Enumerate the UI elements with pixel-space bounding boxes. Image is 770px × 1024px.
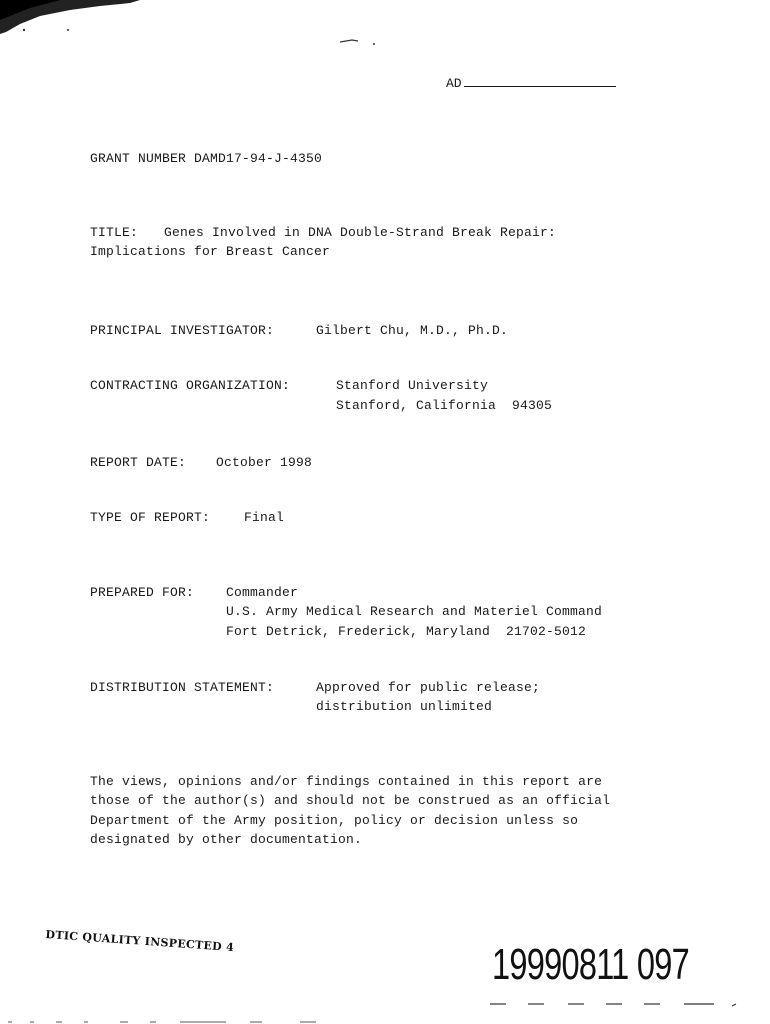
report-date-label: REPORT DATE:: [90, 455, 187, 470]
scan-speck: [340, 36, 390, 48]
pi-value: Gilbert Chu, M.D., Ph.D.: [316, 323, 509, 338]
report-type-label: TYPE OF REPORT:: [90, 510, 211, 525]
title-line-2: Implications for Breast Cancer: [90, 244, 331, 259]
disclaimer-line-4: designated by other documentation.: [90, 832, 363, 847]
prepared-for-line-3: Fort Detrick, Frederick, Maryland 21702-5012: [226, 624, 587, 639]
report-date-value: October 1998: [216, 455, 313, 470]
scan-edge-noise: [0, 1016, 770, 1024]
title-label: TITLE:: [90, 225, 139, 240]
ad-field: [446, 74, 616, 91]
report-type-value: Final: [244, 510, 285, 525]
grant-number: GRANT NUMBER DAMD17-94-J-4350: [90, 151, 323, 166]
prepared-for-label: PREPARED FOR:: [90, 585, 195, 600]
pi-label: PRINCIPAL INVESTIGATOR:: [90, 323, 275, 338]
title-line-1: Genes Involved in DNA Double-Strand Break Repair:: [164, 225, 557, 240]
scan-artifact-corner: [0, 0, 140, 40]
accession-number: 19990811 097: [492, 940, 689, 989]
quality-inspected-stamp: DTIC QUALITY INSPECTED 4: [45, 928, 235, 955]
ad-blank-line: [464, 74, 616, 87]
ad-label: AD: [446, 76, 462, 91]
contracting-org-line-2: Stanford, California 94305: [336, 398, 553, 413]
contracting-org-label: CONTRACTING ORGANIZATION:: [90, 378, 291, 393]
distribution-label: DISTRIBUTION STATEMENT:: [90, 680, 275, 695]
contracting-org-line-1: Stanford University: [336, 378, 489, 393]
accession-underline-dashes: [488, 1000, 738, 1008]
distribution-line-1: Approved for public release;: [316, 680, 541, 695]
prepared-for-line-2: U.S. Army Medical Research and Materiel Command: [226, 604, 603, 619]
prepared-for-line-1: Commander: [226, 585, 299, 600]
disclaimer-line-2: those of the author(s) and should not be construed as an official: [90, 793, 611, 808]
distribution-line-2: distribution unlimited: [316, 699, 493, 714]
disclaimer-line-3: Department of the Army position, policy or decision unless so: [90, 813, 579, 828]
disclaimer-line-1: The views, opinions and/or findings contained in this report are: [90, 774, 603, 789]
